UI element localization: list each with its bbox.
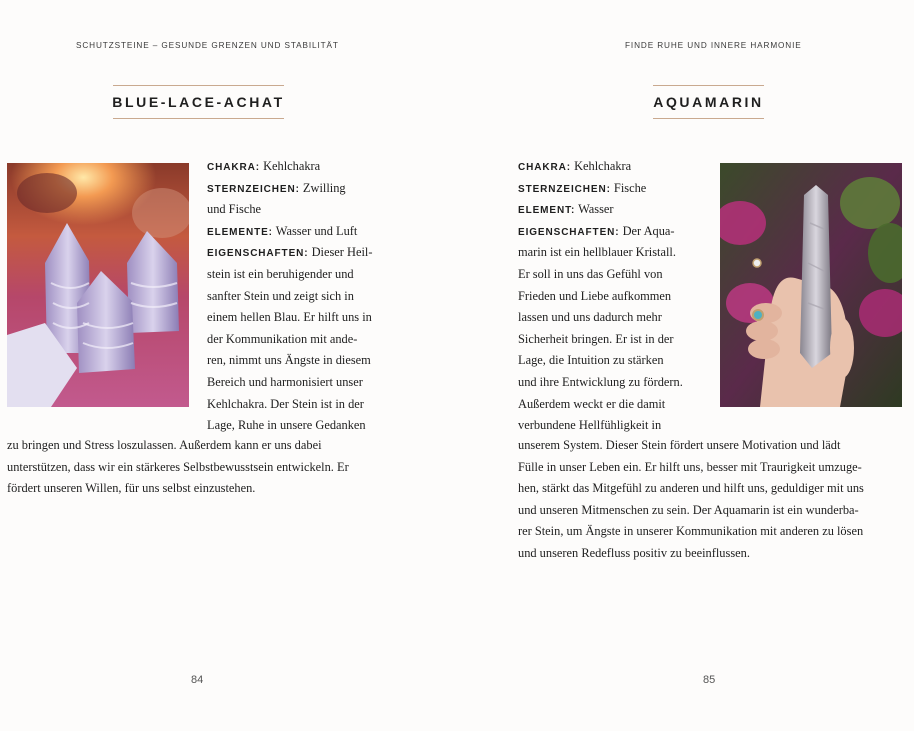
text-line: zu bringen und Stress loszulassen. Außerdem kann er uns dabei xyxy=(7,438,322,452)
property-text: Wasser und Luft xyxy=(272,223,358,238)
stone-title: BLUE-LACE-ACHAT xyxy=(112,94,285,110)
property-text: der Kommunikation mit ande- xyxy=(207,331,358,346)
property-text: und ihre Entwicklung zu fördern. xyxy=(518,374,683,389)
property-text: Der Aqua- xyxy=(619,223,675,238)
text-line xyxy=(518,307,713,329)
property-text: Frieden und Liebe aufkommen xyxy=(518,288,672,303)
text-line xyxy=(207,372,397,394)
body-paragraph xyxy=(7,435,402,500)
running-head: SCHUTZSTEINE – GESUNDE GRENZEN UND STABILITÄT xyxy=(76,41,339,50)
text-line xyxy=(518,178,713,200)
text-line xyxy=(207,178,397,200)
property-label: EIGENSCHAFTEN: xyxy=(518,226,620,238)
text-line xyxy=(207,199,397,221)
title-rule-box xyxy=(653,85,764,119)
property-text: einem hellen Blau. Er hilft uns in xyxy=(207,310,372,325)
property-text: Bereich und harmonisiert unser xyxy=(207,374,363,389)
text-line xyxy=(207,350,397,372)
text-line xyxy=(207,415,397,437)
text-line: unserem System. Dieser Stein fördert unsere Motivation und lädt xyxy=(518,438,841,452)
blue-lace-agate-photo xyxy=(7,163,189,407)
property-label: CHAKRA: xyxy=(207,162,260,173)
text-line xyxy=(518,199,713,221)
property-label: ELEMENT: xyxy=(518,205,576,217)
stone-title: AQUAMARIN xyxy=(653,94,764,110)
property-text: Lage, die Intuition zu stärken xyxy=(518,353,664,368)
text-line xyxy=(207,286,397,308)
text-line xyxy=(518,242,713,264)
text-line xyxy=(518,156,713,178)
text-line: unterstützen, dass wir ein stärkeres Selbstbewusstsein entwickeln. Er xyxy=(7,459,349,474)
property-text: verbundene Hellfühligkeit in xyxy=(518,418,662,433)
property-text: Fische xyxy=(610,180,647,195)
property-label: CHAKRA: xyxy=(518,162,571,173)
property-text: Dieser Heil- xyxy=(308,245,373,260)
text-line xyxy=(207,242,397,264)
property-text: und Fische xyxy=(207,202,262,217)
text-line xyxy=(207,329,397,351)
page-number: 85 xyxy=(703,674,716,686)
text-line: hen, stärkt das Mitgefühl zu anderen und hilft uns, geduldiger mit uns xyxy=(518,481,864,496)
property-text: lassen und uns dadurch mehr xyxy=(518,310,662,325)
text-line xyxy=(518,415,713,437)
property-text: ren, nimmt uns Ängste in diesem xyxy=(207,353,371,368)
running-head: FINDE RUHE UND INNERE HARMONIE xyxy=(625,41,802,50)
text-line: rer Stein, um Ängste in unserer Kommunikation mit anderen zu lösen xyxy=(518,524,864,539)
text-line xyxy=(207,264,397,286)
property-text: sanfter Stein und zeigt sich in xyxy=(207,288,354,303)
property-text: Kehlchakra xyxy=(259,159,321,173)
properties-column xyxy=(207,156,397,437)
text-line xyxy=(207,156,397,178)
text-line: und unseren Redefluss positiv zu beeinflussen. xyxy=(518,545,750,560)
property-label: STERNZEICHEN: xyxy=(207,183,300,195)
property-text: Er soll in uns das Gefühl von xyxy=(518,266,663,281)
property-text: Kehlchakra xyxy=(570,159,632,173)
property-label: STERNZEICHEN: xyxy=(518,183,611,195)
text-line xyxy=(518,329,713,351)
body-paragraph xyxy=(518,435,908,565)
title-rule-box xyxy=(113,85,284,119)
text-line xyxy=(518,394,713,416)
text-line: und unseren Mitmenschen zu sein. Der Aquamarin ist ein wunderba- xyxy=(518,502,859,517)
aquamarine-hand-photo xyxy=(720,163,902,407)
text-line: fördert unseren Willen, für uns selbst einzustehen. xyxy=(7,481,256,496)
text-line: Fülle in unser Leben ein. Er hilft uns, besser mit Traurigkeit umzuge- xyxy=(518,459,862,474)
property-text: stein ist ein beruhigender und xyxy=(207,266,354,281)
text-line xyxy=(518,350,713,372)
property-text: Lage, Ruhe in unsere Gedanken xyxy=(207,418,366,433)
text-line xyxy=(207,394,397,416)
property-text: Kehlchakra. Der Stein ist in der xyxy=(207,396,364,411)
text-line xyxy=(518,221,713,243)
text-line xyxy=(518,264,713,286)
property-label: ELEMENTE: xyxy=(207,226,273,238)
property-text: marin ist ein hellblauer Kristall. xyxy=(518,245,676,260)
right-page xyxy=(457,0,914,731)
property-text: Sicherheit bringen. Er ist in der xyxy=(518,331,674,346)
text-line xyxy=(207,307,397,329)
text-line xyxy=(207,221,397,243)
properties-column xyxy=(518,156,713,437)
property-label: EIGENSCHAFTEN: xyxy=(207,248,309,260)
page-number: 84 xyxy=(191,674,204,686)
property-text: Außerdem weckt er die damit xyxy=(518,396,666,411)
text-line xyxy=(518,286,713,308)
property-text: Wasser xyxy=(575,202,614,217)
property-text: Zwilling xyxy=(299,180,346,195)
text-line xyxy=(518,372,713,394)
